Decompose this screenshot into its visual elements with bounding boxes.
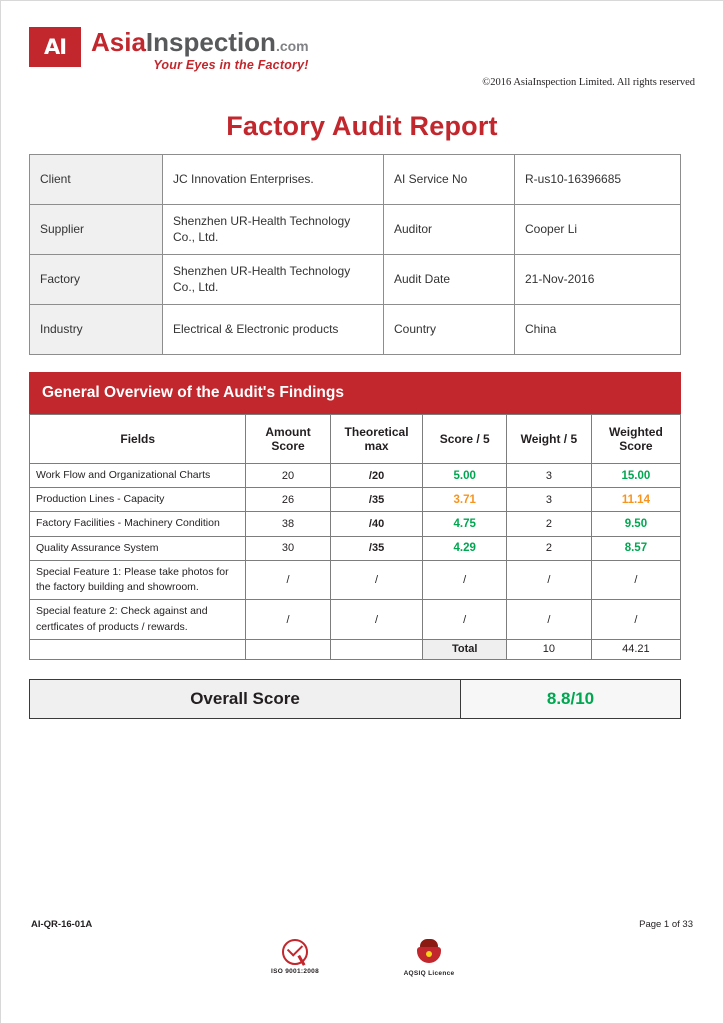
row-weighted-5: / bbox=[591, 600, 680, 639]
table-header-row bbox=[30, 415, 681, 464]
row-weighted-0: 15.00 bbox=[591, 464, 680, 488]
total-label: Total bbox=[423, 639, 507, 659]
table-row bbox=[30, 205, 681, 255]
logo-word-dotcom: .com bbox=[275, 38, 309, 54]
overall-score-value: 8.8/10 bbox=[461, 679, 681, 719]
row-amount-4: / bbox=[246, 560, 330, 599]
row-weight-2: 2 bbox=[507, 512, 592, 536]
total-weighted: 44.21 bbox=[591, 639, 680, 659]
table-row bbox=[30, 305, 681, 355]
col-header-fields bbox=[30, 415, 246, 464]
info-label-country: Country bbox=[384, 305, 515, 355]
col-header-weight5-line1: Weight / 5 bbox=[520, 432, 578, 446]
overall-score-box bbox=[29, 679, 681, 719]
row-weighted-4: / bbox=[591, 560, 680, 599]
col-header-score5-line1: Score / 5 bbox=[439, 432, 490, 446]
col-header-score-5 bbox=[423, 415, 507, 464]
row-weight-5: / bbox=[507, 600, 592, 639]
row-score5-2: 4.75 bbox=[423, 512, 507, 536]
table-row bbox=[30, 488, 681, 512]
badge-iso-caption: ISO 9001:2008 bbox=[271, 968, 319, 975]
col-header-theo-line2: max bbox=[364, 439, 389, 453]
col-header-fields-line1: Fields bbox=[120, 432, 156, 446]
iso-seal-icon bbox=[282, 939, 308, 965]
row-weight-1: 3 bbox=[507, 488, 592, 512]
row-max-4: / bbox=[330, 560, 423, 599]
footer-document-code: AI-QR-16-01A bbox=[31, 919, 93, 930]
row-weight-4: / bbox=[507, 560, 592, 599]
col-header-amount-line1: Amount bbox=[265, 425, 311, 439]
info-label-audit-date: Audit Date bbox=[384, 255, 515, 305]
total-spacer-1 bbox=[30, 639, 246, 659]
col-header-theoretical-max bbox=[330, 415, 423, 464]
row-weighted-3: 8.57 bbox=[591, 536, 680, 560]
col-header-amount-line2: Score bbox=[271, 439, 305, 453]
badge-aqsiq bbox=[381, 939, 477, 977]
col-header-weighted-line2: Score bbox=[619, 439, 653, 453]
table-total-row bbox=[30, 639, 681, 659]
row-amount-3: 30 bbox=[246, 536, 330, 560]
table-row bbox=[30, 600, 681, 639]
row-field-4: Special Feature 1: Please take photos for the factory building and showroom. bbox=[30, 560, 246, 599]
total-spacer-2 bbox=[246, 639, 330, 659]
logo-mark-icon: AI bbox=[29, 27, 81, 67]
info-value-factory: Shenzhen UR-Health Technology Co., Ltd. bbox=[163, 255, 384, 305]
info-value-service-no: R-us10-16396685 bbox=[515, 155, 681, 205]
row-weight-3: 2 bbox=[507, 536, 592, 560]
info-value-audit-date: 21-Nov-2016 bbox=[515, 255, 681, 305]
logo-wordmark bbox=[91, 27, 309, 72]
page-title: Factory Audit Report bbox=[226, 111, 498, 141]
info-value-country: China bbox=[515, 305, 681, 355]
info-label-industry: Industry bbox=[30, 305, 163, 355]
footer-page-number: Page 1 of 33 bbox=[639, 919, 693, 930]
row-score5-1: 3.71 bbox=[423, 488, 507, 512]
badge-iso bbox=[247, 939, 343, 977]
col-header-weighted-line1: Weighted bbox=[609, 425, 663, 439]
row-score5-5: / bbox=[423, 600, 507, 639]
overview-heading: General Overview of the Audit's Findings bbox=[29, 372, 681, 414]
logo-title bbox=[91, 29, 309, 55]
row-field-5: Special feature 2: Check against and certficates of products / rewards. bbox=[30, 600, 246, 639]
row-score5-0: 5.00 bbox=[423, 464, 507, 488]
col-header-amount-score bbox=[246, 415, 330, 464]
row-amount-2: 38 bbox=[246, 512, 330, 536]
logo-word-inspection: Inspection bbox=[145, 27, 276, 57]
report-info-table bbox=[29, 154, 681, 355]
info-label-auditor: Auditor bbox=[384, 205, 515, 255]
total-weight: 10 bbox=[507, 639, 592, 659]
row-max-2: /40 bbox=[330, 512, 423, 536]
row-field-0: Work Flow and Organizational Charts bbox=[30, 464, 246, 488]
info-label-client: Client bbox=[30, 155, 163, 205]
info-label-factory: Factory bbox=[30, 255, 163, 305]
info-value-auditor: Cooper Li bbox=[515, 205, 681, 255]
col-header-theo-line1: Theoretical bbox=[344, 425, 409, 439]
info-label-supplier: Supplier bbox=[30, 205, 163, 255]
row-max-0: /20 bbox=[330, 464, 423, 488]
page-header bbox=[29, 27, 695, 91]
info-value-industry: Electrical & Electronic products bbox=[163, 305, 384, 355]
row-amount-5: / bbox=[246, 600, 330, 639]
scores-table bbox=[29, 414, 681, 660]
badge-aqsiq-caption: AQSIQ Licence bbox=[403, 970, 455, 977]
info-value-client: JC Innovation Enterprises. bbox=[163, 155, 384, 205]
table-row bbox=[30, 536, 681, 560]
info-label-service-no: AI Service No bbox=[384, 155, 515, 205]
logo-tagline: Your Eyes in the Factory! bbox=[153, 58, 309, 72]
logo-word-asia: Asia bbox=[91, 27, 146, 57]
row-max-3: /35 bbox=[330, 536, 423, 560]
col-header-weight-5 bbox=[507, 415, 592, 464]
row-score5-4: / bbox=[423, 560, 507, 599]
table-row bbox=[30, 464, 681, 488]
col-header-weighted-score bbox=[591, 415, 680, 464]
table-row bbox=[30, 560, 681, 599]
table-row bbox=[30, 155, 681, 205]
aqsiq-seal-icon bbox=[416, 939, 442, 967]
row-field-2: Factory Facilities - Machinery Condition bbox=[30, 512, 246, 536]
info-value-supplier: Shenzhen UR-Health Technology Co., Ltd. bbox=[163, 205, 384, 255]
row-amount-0: 20 bbox=[246, 464, 330, 488]
overview-section bbox=[29, 372, 681, 660]
row-score5-3: 4.29 bbox=[423, 536, 507, 560]
table-row bbox=[30, 512, 681, 536]
row-max-1: /35 bbox=[330, 488, 423, 512]
row-weighted-2: 9.50 bbox=[591, 512, 680, 536]
row-weight-0: 3 bbox=[507, 464, 592, 488]
row-weighted-1: 11.14 bbox=[591, 488, 680, 512]
row-field-1: Production Lines - Capacity bbox=[30, 488, 246, 512]
row-max-5: / bbox=[330, 600, 423, 639]
row-field-3: Quality Assurance System bbox=[30, 536, 246, 560]
brand-logo bbox=[29, 27, 695, 72]
table-row bbox=[30, 255, 681, 305]
total-spacer-3 bbox=[330, 639, 423, 659]
row-amount-1: 26 bbox=[246, 488, 330, 512]
overall-score-label: Overall Score bbox=[29, 679, 461, 719]
copyright-text: ©2016 AsiaInspection Limited. All rights reserved bbox=[482, 77, 695, 88]
footer-badges bbox=[1, 939, 723, 977]
